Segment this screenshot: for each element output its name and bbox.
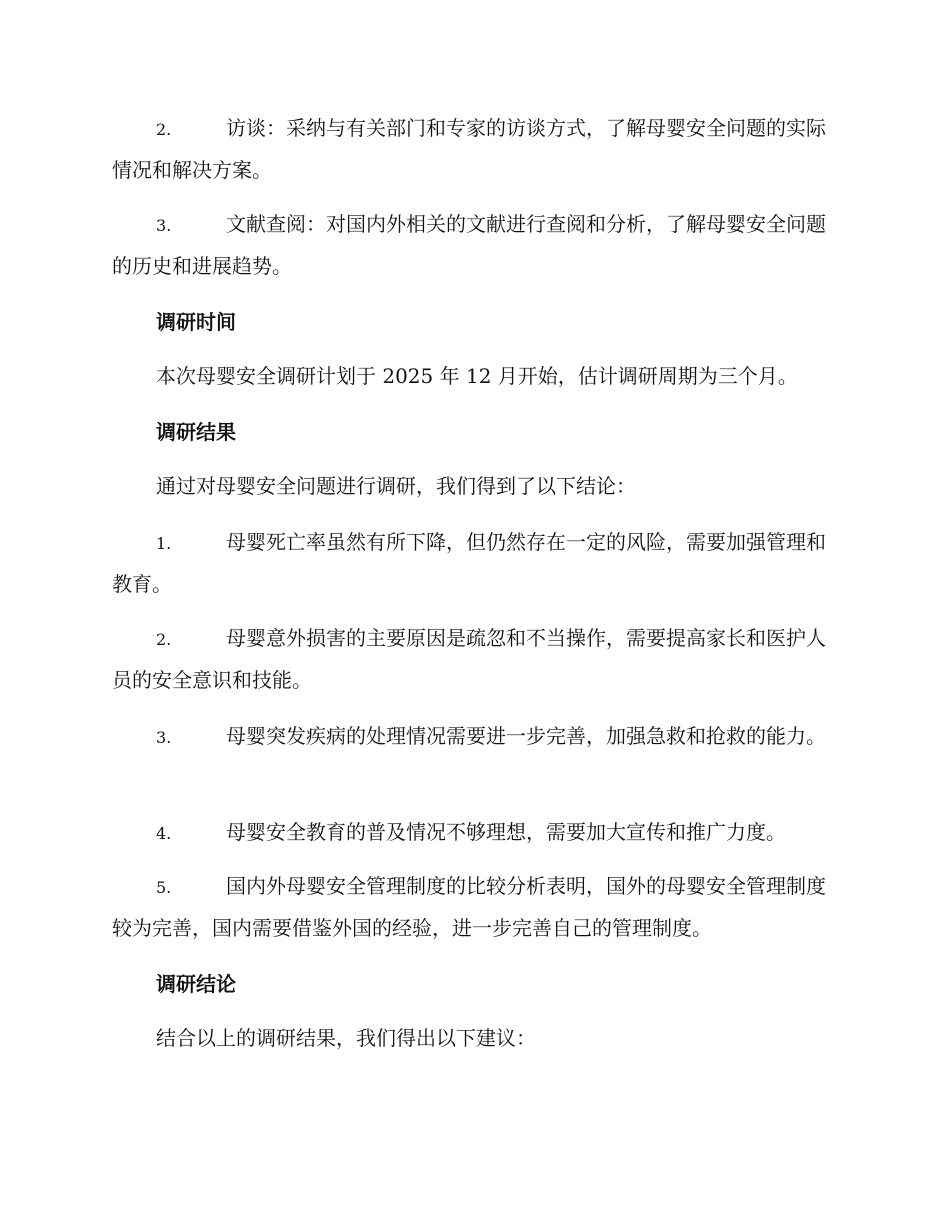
result-item-1	[112, 522, 834, 604]
list-number: 4.	[156, 824, 172, 843]
list-number: 3.	[156, 216, 172, 235]
list-text: 母婴突发疾病的处理情况需要进一步完善，加强急救和抢救的能力。	[226, 724, 826, 748]
section-heading-results: 调研结果	[156, 420, 236, 444]
list-number: 1.	[156, 534, 172, 553]
paragraph-conclusion-intro: 结合以上的调研结果，我们得出以下建议：	[156, 1026, 536, 1050]
list-number: 5.	[156, 878, 172, 897]
list-text: 国内外母婴安全管理制度的比较分析表明，国外的母婴安全管理制度较为完善，国内需要借鉴外国的经验，进一步完善自己的管理制度。	[112, 874, 826, 940]
list-text: 母婴意外损害的主要原因是疏忽和不当操作，需要提高家长和医护人员的安全意识和技能。	[112, 626, 826, 692]
result-item-5	[112, 866, 834, 948]
paragraph-time: 本次母婴安全调研计划于 2025 年 12 月开始，估计调研周期为三个月。	[156, 364, 798, 388]
method-item-literature	[112, 204, 834, 286]
list-number: 3.	[156, 728, 172, 747]
section-heading-time: 调研时间	[156, 310, 236, 334]
list-text: 文献查阅：对国内外相关的文献进行查阅和分析，了解母婴安全问题的历史和进展趋势。	[112, 212, 826, 278]
list-text: 母婴安全教育的普及情况不够理想，需要加大宣传和推广力度。	[226, 820, 786, 844]
method-item-interview	[112, 108, 834, 190]
result-item-3	[112, 716, 834, 758]
result-item-2	[112, 618, 834, 700]
paragraph-results-intro: 通过对母婴安全问题进行调研，我们得到了以下结论：	[156, 474, 636, 498]
section-heading-conclusion: 调研结论	[156, 972, 236, 996]
list-number: 2.	[156, 630, 172, 649]
list-number: 2.	[156, 120, 172, 139]
result-item-4	[112, 812, 834, 854]
list-text: 母婴死亡率虽然有所下降，但仍然存在一定的风险，需要加强管理和教育。	[112, 530, 826, 596]
list-text: 访谈：采纳与有关部门和专家的访谈方式，了解母婴安全问题的实际情况和解决方案。	[112, 116, 826, 182]
